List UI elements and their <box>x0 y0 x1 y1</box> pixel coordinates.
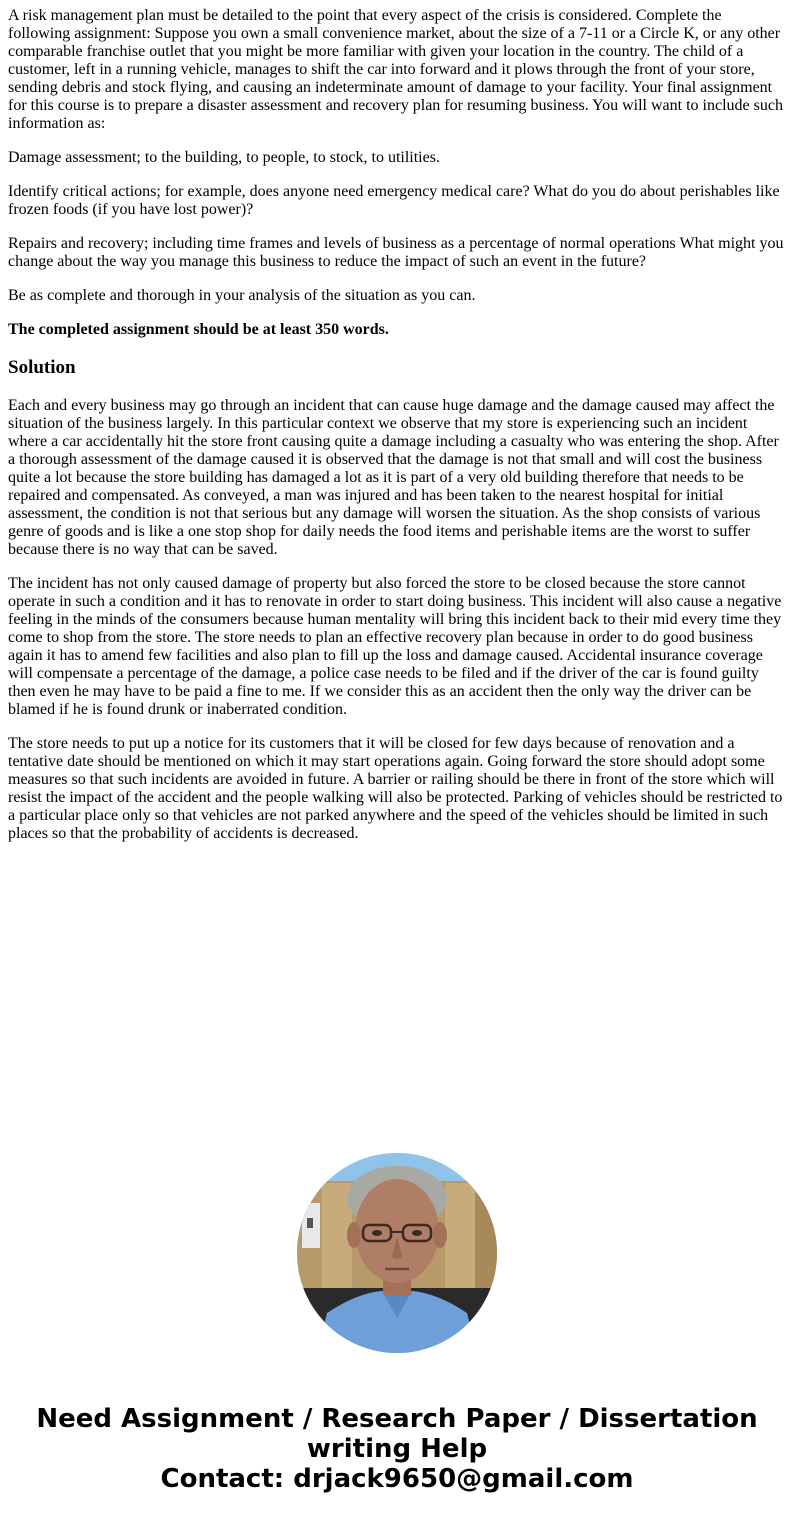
solution-paragraph-3: The store needs to put up a notice for its customers that it will be closed for few days because of renovation and a tentative date should be mentioned on which it may start operations again. Going forward the store should adopt some measures so that such incidents are avoided in future. A barrier or railing should be there in front of the store which will resist the impact of the accident and the people walking will also be protected. Parking of vehicles should be restricted to a particular place only so that vehicles are not parked anywhere and the speed of the vehicles should be limited in such places so that the probability of accidents is decreased. <box>8 735 783 842</box>
banner-line-2: writing Help <box>306 1434 488 1464</box>
question-intro: A risk management plan must be detailed to the point that every aspect of the crisis is considered. Complete the following assignment: Suppose you own a small convenience market, about the size of a 7-11 or a Circle K, or any other comparable franchise outlet that you might be more familiar with given your location in the country. The child of a customer, left in a running vehicle, manages to shift the car into forward and it plows through the front of your store, sending debris and stock flying, and causing an indeterminate amount of damage to your facility. Your final assignment for this course is to prepare a disaster assessment and recovery plan for resuming business. You will want to include such information as: <box>8 7 783 132</box>
solution-section <box>8 397 786 843</box>
question-damage-assessment: Damage assessment; to the building, to people, to stock, to utilities. <box>8 149 440 166</box>
question-critical-actions: Identify critical actions; for example, does anyone need emergency medical care? What do you do about perishables like frozen foods (if you have lost power)? <box>8 183 780 218</box>
solution-paragraph-1: Each and every business may go through an incident that can cause huge damage and the damage caused may affect the situation of the business largely. In this particular context we observe that my store is experiencing such an incident where a car accidentally hit the store front causing quite a damage including a casualty who was entering the shop. After a thorough assessment of the damage caused it is observed that the damage is not that small and will cost the business quite a lot because the store building has damaged a lot as it is part of a very old building therefore that needs to be repaired and compensated. As conveyed, a man was injured and has been taken to the nearest hospital for initial assessment, the condition is not that serious but any damage will worsen the situation. As the shop consists of various genre of goods and is like a one stop shop for daily needs the food items and perishable items are the worst to suffer because there is no way that can be saved. <box>8 397 779 558</box>
question-repairs-recovery: Repairs and recovery; including time frames and levels of business as a percentage of normal operations What might you change about the way you manage this business to reduce the impact of such an event in the future? <box>8 235 784 270</box>
question-thoroughness: Be as complete and thorough in your analysis of the situation as you can. <box>8 287 476 304</box>
person-photo-icon <box>297 1153 497 1353</box>
solution-paragraph-2: The incident has not only caused damage of property but also forced the store to be closed because the store cannot operate in such a condition and it has to renovate in order to start doing business. This incident will also cause a negative feeling in the minds of the consumers because human mentality will bring this incident back to their mid every time they come to shop from the store. The store needs to plan an effective recovery plan because in order to do good business again it has to amend few facilities and also plan to fill up the loss and damage caused. Accidental insurance coverage will compensate a percentage of the damage, a police case needs to be filed and if the driver of the car is found guilty then even he may have to be paid a fine to me. If we consider this as an accident then the only way the driver can be blamed if he is found drunk or inaberrated condition. <box>8 575 782 718</box>
question-word-requirement: The completed assignment should be at least 350 words. <box>8 321 389 338</box>
question-section <box>8 7 786 339</box>
solution-heading: Solution <box>8 357 76 378</box>
contact-banner <box>0 1404 794 1494</box>
author-avatar <box>297 1153 497 1353</box>
banner-line-1: Need Assignment / Research Paper / Dissertation <box>36 1404 758 1434</box>
contact-email: Contact: drjack9650@gmail.com <box>160 1464 634 1494</box>
